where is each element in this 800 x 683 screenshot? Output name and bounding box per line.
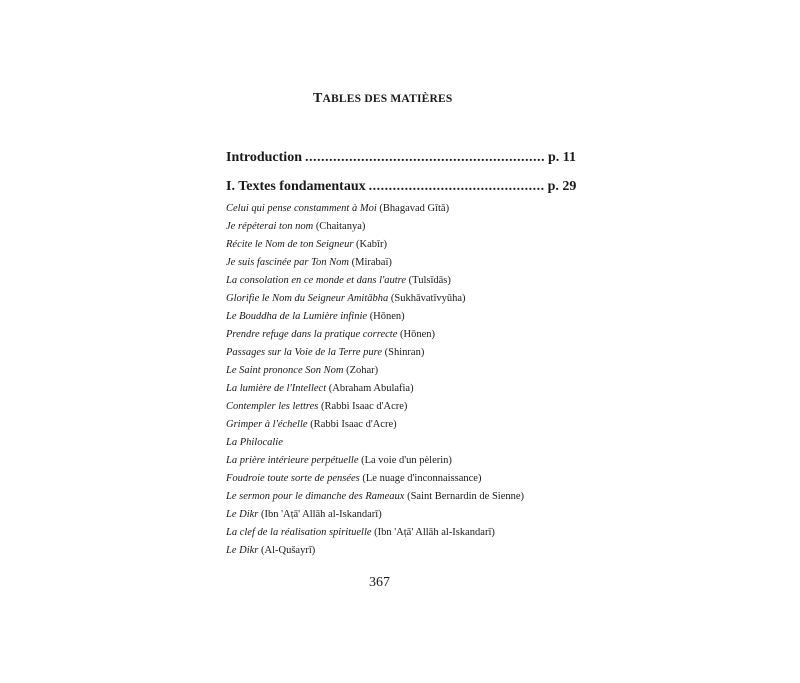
toc-entry[interactable] xyxy=(226,524,546,542)
entry-author: (Shinran) xyxy=(384,347,425,358)
title-capital: T xyxy=(313,91,323,106)
entry-work: La consolation en ce monde et dans l'autre xyxy=(226,275,407,286)
entry-author: (Mirabaï) xyxy=(351,257,392,268)
entry-author: (Rabbi Isaac d'Acre) xyxy=(320,401,408,412)
entry-author: (Le nuage d'inconnaissance) xyxy=(362,473,482,484)
entry-work: Foudroie toute sorte de pensées xyxy=(226,473,360,484)
toc-entry[interactable] xyxy=(226,272,546,290)
section-page-ref: p. 11 xyxy=(547,150,576,165)
toc-entry[interactable] xyxy=(226,200,546,218)
entry-work: La clef de la réalisation spirituelle xyxy=(226,527,372,538)
entry-work: Celui qui pense constamment à Moi xyxy=(226,203,377,214)
section-label: Introduction xyxy=(226,150,302,165)
toc-entry[interactable] xyxy=(226,254,546,272)
entry-work: Le sermon pour le dimanche des Rameaux xyxy=(226,491,405,502)
entry-author: (Tulsīdās) xyxy=(408,275,451,286)
dot-leader: ............................................ xyxy=(368,179,545,194)
entry-work: Grimper à l'échelle xyxy=(226,419,308,430)
entry-work: Récite le Nom de ton Seigneur xyxy=(226,239,354,250)
entry-author: (Kabīr) xyxy=(356,239,387,250)
entry-author: (Abraham Abulafia) xyxy=(328,383,414,394)
entry-author: (Hōnen) xyxy=(369,311,405,322)
page-number: 367 xyxy=(369,575,390,590)
entry-work: Le Bouddha de la Lumière infinie xyxy=(226,311,368,322)
entry-work: Le Saint prononce Son Nom xyxy=(226,365,344,376)
toc-entry[interactable] xyxy=(226,470,546,488)
entry-work: Le Dikr xyxy=(226,545,259,556)
toc-entry[interactable] xyxy=(226,326,546,344)
entry-work: Je suis fascinée par Ton Nom xyxy=(226,257,349,268)
page-title xyxy=(313,91,452,107)
entry-author: (Ibn 'Aṭā' Allāh al-Iskandarī) xyxy=(261,509,382,520)
entry-author: (Hōnen) xyxy=(400,329,435,340)
toc-entry[interactable] xyxy=(226,488,546,506)
entry-author: (Ibn 'Aṭā' Allāh al-Iskandarī) xyxy=(374,527,495,538)
title-smallcaps: ABLES DES MATIÈRES xyxy=(322,93,453,105)
toc-entry[interactable] xyxy=(226,398,546,416)
toc-entry[interactable] xyxy=(226,236,546,254)
toc-entry[interactable] xyxy=(226,344,546,362)
entry-author: (Al-Qušayrī) xyxy=(261,545,316,556)
entry-work: Contempler les lettres xyxy=(226,401,319,412)
entry-work: Je répéterai ton nom xyxy=(226,221,314,232)
section-label: I. Textes fondamentaux xyxy=(226,179,366,194)
entry-author: (Zohar) xyxy=(346,365,379,376)
entry-work: La Philocalie xyxy=(226,437,283,448)
entry-author: (Sukhāvatīvyūha) xyxy=(390,293,466,304)
entry-work: La lumière de l'Intellect xyxy=(226,383,327,394)
entry-work: La prière intérieure perpétuelle xyxy=(226,455,359,466)
dot-leader: ............................................................ xyxy=(304,150,545,165)
toc-section-textes-fondamentaux[interactable] xyxy=(226,179,577,195)
entry-author: (Saint Bernardin de Sienne) xyxy=(407,491,525,502)
entry-author: (Rabbi Isaac d'Acre) xyxy=(310,419,397,430)
entry-work: Passages sur la Voie de la Terre pure xyxy=(226,347,383,358)
toc-entry[interactable] xyxy=(226,362,546,380)
toc-entry[interactable] xyxy=(226,542,546,560)
toc-entry[interactable] xyxy=(226,434,546,452)
toc-entry[interactable] xyxy=(226,380,546,398)
toc-entry[interactable] xyxy=(226,452,546,470)
entry-author: (Bhagavad Gītā) xyxy=(379,203,450,214)
entry-author: (Chaitanya) xyxy=(315,221,366,232)
toc-section-introduction[interactable] xyxy=(226,150,576,166)
entry-work: Prendre refuge dans la pratique correcte xyxy=(226,329,398,340)
toc-entry[interactable] xyxy=(226,308,546,326)
section-page-ref: p. 29 xyxy=(547,179,577,194)
entry-author: (La voie d'un pèlerin) xyxy=(361,455,452,466)
toc-entry[interactable] xyxy=(226,416,546,434)
toc-entry[interactable] xyxy=(226,290,546,308)
entry-work: Glorifie le Nom du Seigneur Amitābha xyxy=(226,293,389,304)
toc-entry[interactable] xyxy=(226,506,546,524)
entry-work: Le Dikr xyxy=(226,509,259,520)
toc-entry[interactable] xyxy=(226,218,546,236)
toc-entry-list xyxy=(226,200,546,560)
